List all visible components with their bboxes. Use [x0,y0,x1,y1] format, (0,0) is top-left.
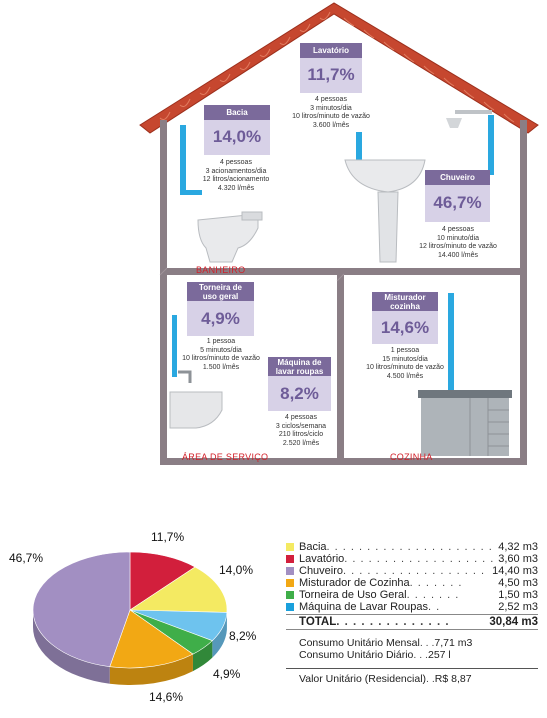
legend-dots: . . . . . . . [409,577,463,589]
legend-dots: . . . . . . . . . . . . . . . . . . . [344,553,495,565]
card-title: Máquina de lavar roupas [268,357,331,376]
card-misturador [372,292,438,344]
room-label-banheiro: BANHEIRO [196,265,246,275]
washbasin [345,132,425,262]
card-title: Lavatório [300,43,362,58]
pie-chart [0,510,286,718]
legend-value: 14,40 m3 [492,565,538,577]
legend-dots: . . . . . . . . . . . . . . [336,616,450,628]
legend-swatch [286,567,294,575]
mensal-value: 7,71 m3 [434,637,473,649]
card-percent: 14,6% [380,318,430,337]
legend-label: Máquina de Lavar Roupas [299,601,429,613]
shower [446,112,494,175]
pie-label-bacia: 14,0% [219,563,254,577]
card-percent: 11,7% [307,65,355,84]
card-lavatorio [300,43,362,93]
legend-value: 4,50 m3 [498,577,538,589]
card-percent: 46,7% [433,193,482,212]
card-title: Misturador cozinha [372,292,438,311]
legend-dots: . . . . . . . . . . . . . . . . . . . . . [326,541,493,553]
legend-item-bacia [286,541,538,553]
legend-item-torneira [286,589,538,601]
card-chuveiro [425,170,490,222]
legend-dots: . . . . . . . . . . . . . . . . . . [343,565,485,577]
card-bacia [204,105,270,155]
divider [286,668,538,669]
legend-item-chuveiro [286,565,538,577]
legend-swatch [286,579,294,587]
card-title: Bacia [204,105,270,120]
info-misturador: 1 pessoa 15 minutos/dia 10 litros/minuto de vazão 4.500 l/mês [366,347,444,380]
legend-item-lavatorio [286,553,538,565]
card-maquina [268,357,331,411]
pie-label-torneira: 4,9% [213,667,241,681]
total-label: TOTAL [299,616,337,628]
legend-dots: . . . . . . . [406,589,460,601]
legend-total [286,614,538,630]
info-chuveiro: 4 pessoas 10 minuto/dia 12 litros/minuto de vazão 14.400 l/mês [419,226,497,259]
valor-label: Valor Unitário (Residencial) [299,673,427,685]
legend [286,541,538,685]
pie-label-lavatorio: 11,7% [151,530,185,544]
mensal-label: Consumo Unitário Mensal [299,637,420,649]
room-label-area-servico: ÁREA DE SERVIÇO [182,452,269,462]
valor-unitario [286,673,538,685]
legend-dots: . . [426,673,435,685]
card-title: Torneira de uso geral [187,282,254,301]
diario-value: 257 l [427,649,451,661]
consumo-diario [286,649,538,661]
card-percent: 8,2% [280,384,319,403]
card-torneira [187,282,254,336]
pie-label-chuveiro: 46,7% [9,551,44,565]
legend-item-misturador [286,577,538,589]
pie-label-maquina: 8,2% [229,629,257,643]
pie-top [33,552,227,668]
card-percent: 14,0% [212,127,262,146]
card-percent: 4,9% [201,309,240,328]
info-maquina: 4 pessoas 3 ciclos/semana 210 litros/ciclo 2.520 l/mês [275,414,327,447]
legend-item-maquina [286,601,538,613]
legend-spacer [286,618,294,626]
valor-value: R$ 8,87 [434,673,472,685]
legend-swatch [286,543,294,551]
legend-dots: . . . [413,649,428,661]
legend-label: Bacia [299,541,327,553]
legend-swatch [286,555,294,563]
info-bacia: 4 pessoas 3 acionamentos/dia 12 litros/acionamento 4.320 l/mês [202,159,270,192]
legend-label: Torneira de Uso Geral [299,589,407,601]
info-torneira: 1 pessoa 5 minutos/dia 10 litros/minuto de vazão 1.500 l/mês [182,338,260,371]
total-value: 30,84 m3 [489,616,538,628]
legend-label: Misturador de Cozinha [299,577,410,589]
room-label-cozinha: COZINHA [390,452,433,462]
legend-swatch [286,603,294,611]
legend-label: Lavatório [299,553,345,565]
legend-value: 3,60 m3 [498,553,538,565]
diario-label: Consumo Unitário Diário [299,649,414,661]
card-title: Chuveiro [425,170,490,185]
legend-dots: . . . [419,637,435,649]
legend-label: Chuveiro [299,565,344,577]
legend-dots: . . [428,601,441,613]
legend-value: 4,32 m3 [498,541,538,553]
legend-swatch [286,591,294,599]
legend-value: 1,50 m3 [498,589,538,601]
legend-value: 2,52 m3 [498,601,538,613]
pie-label-misturador: 14,6% [149,690,184,704]
consumo-mensal [286,637,538,649]
info-lavatorio: 4 pessoas 3 minutos/dia 10 litros/minuto de vazão 3.600 l/mês [292,96,370,129]
